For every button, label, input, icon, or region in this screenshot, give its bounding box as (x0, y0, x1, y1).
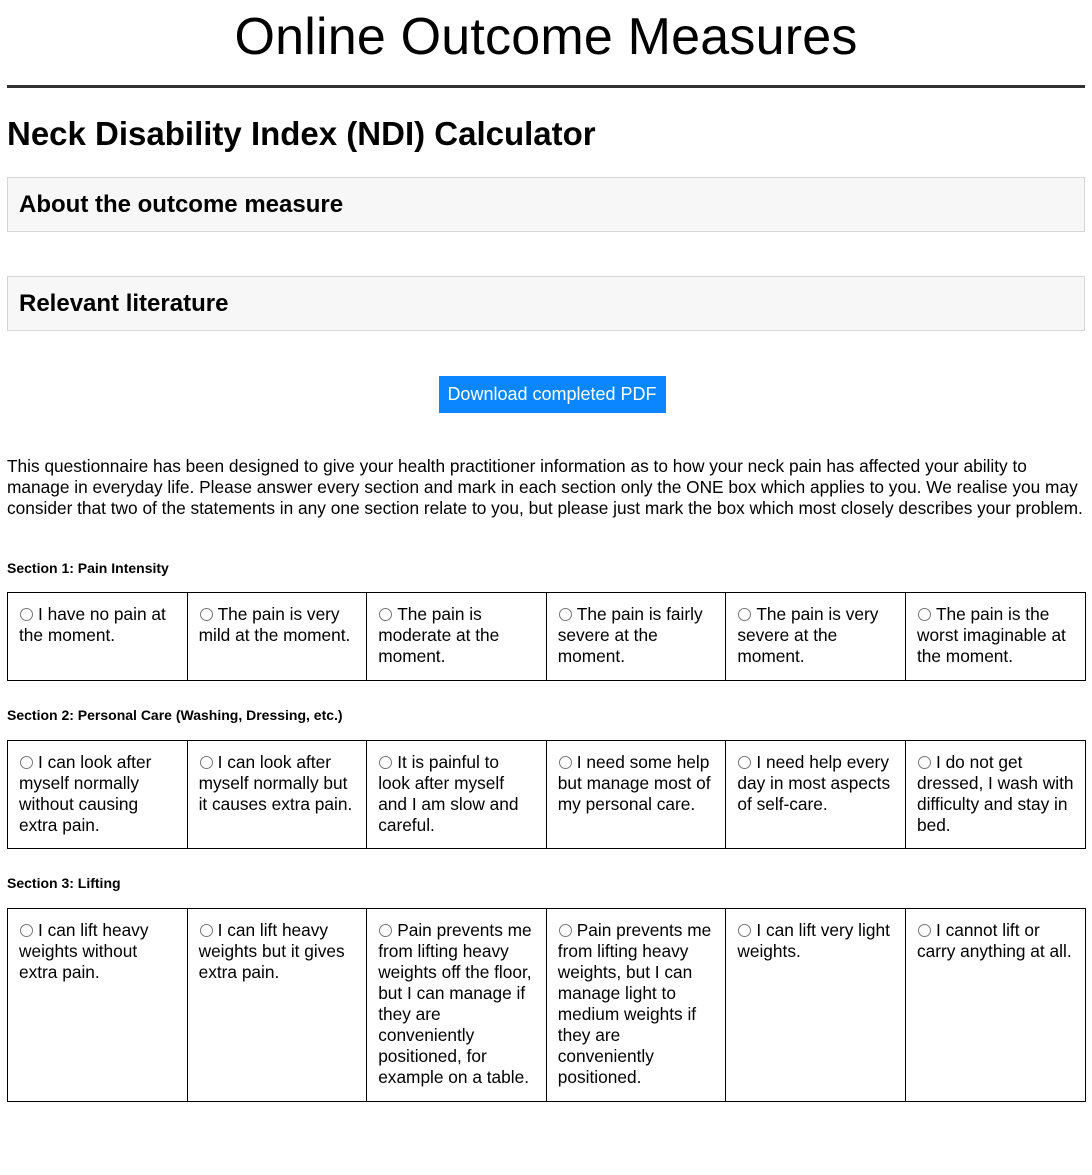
radio-button[interactable] (200, 608, 213, 621)
option-cell[interactable] (726, 741, 906, 849)
option-cell[interactable] (367, 741, 547, 849)
option-label: Pain prevents me from lifting heavy weights off the floor, but I can manage if they are conveniently positioned, for example on a table. (378, 920, 532, 1087)
radio-button[interactable] (738, 924, 751, 937)
section-2-label: Section 2: Personal Care (Washing, Dressing, etc.) (7, 707, 343, 723)
section-2-options (7, 740, 1086, 849)
relevant-literature-panel[interactable] (7, 276, 1085, 331)
option-cell[interactable] (8, 741, 188, 849)
options-row (8, 593, 1086, 681)
relevant-literature-heading: Relevant literature (19, 289, 229, 317)
option-cell[interactable] (187, 741, 367, 849)
radio-button[interactable] (738, 756, 751, 769)
option-label: It is painful to look after myself and I am slow and careful. (378, 752, 519, 835)
radio-button[interactable] (200, 756, 213, 769)
instructions-text: This questionnaire has been designed to give your health practitioner information as to how your neck pain has affected your ability to manage in everyday life. Please answer every section and mark in each section only the ONE box which applies to you. We realise you may consider that two of the statements in any one section relate to you, but please just mark the box which most closely describes your problem. (7, 456, 1083, 518)
option-cell[interactable] (546, 593, 726, 681)
option-cell[interactable] (905, 741, 1085, 849)
option-cell[interactable] (187, 909, 367, 1102)
download-pdf-button[interactable]: Download completed PDF (439, 376, 666, 413)
radio-button[interactable] (379, 924, 392, 937)
option-label: I have no pain at the moment. (19, 604, 166, 645)
radio-button[interactable] (20, 756, 33, 769)
option-label: I can lift heavy weights without extra pain. (19, 920, 149, 982)
radio-button[interactable] (918, 924, 931, 937)
radio-button[interactable] (200, 924, 213, 937)
option-cell[interactable] (367, 909, 547, 1102)
option-label: I can look after myself normally but it causes extra pain. (198, 752, 353, 814)
option-label: The pain is very severe at the moment. (737, 604, 879, 666)
site-title: Online Outcome Measures (234, 8, 858, 66)
section-3-label: Section 3: Lifting (7, 875, 121, 891)
radio-button[interactable] (559, 756, 572, 769)
download-area (7, 376, 1085, 413)
radio-button[interactable] (918, 756, 931, 769)
option-label: I can lift heavy weights but it gives extra pain. (198, 920, 345, 982)
option-cell[interactable] (546, 741, 726, 849)
radio-button[interactable] (20, 608, 33, 621)
option-cell[interactable] (905, 909, 1085, 1102)
option-label: I can lift very light weights. (737, 920, 890, 961)
radio-button[interactable] (379, 756, 392, 769)
option-cell[interactable] (8, 909, 188, 1102)
radio-button[interactable] (738, 608, 751, 621)
option-cell[interactable] (187, 593, 367, 681)
option-label: The pain is very mild at the moment. (198, 604, 351, 645)
section-1-options (7, 592, 1086, 681)
radio-button[interactable] (20, 924, 33, 937)
option-label: The pain is moderate at the moment. (378, 604, 500, 666)
radio-button[interactable] (918, 608, 931, 621)
option-label: I need some help but manage most of my personal care. (557, 752, 711, 814)
option-cell[interactable] (367, 593, 547, 681)
option-label: Pain prevents me from lifting heavy weights, but I can manage light to medium weights if they are conveniently positioned. (557, 920, 712, 1087)
section-3-options (7, 908, 1086, 1102)
option-cell[interactable] (8, 593, 188, 681)
option-cell[interactable] (905, 593, 1085, 681)
options-row (8, 741, 1086, 849)
option-cell[interactable] (546, 909, 726, 1102)
option-label: The pain is the worst imaginable at the moment. (916, 604, 1066, 666)
radio-button[interactable] (559, 924, 572, 937)
option-cell[interactable] (726, 593, 906, 681)
option-label: I can look after myself normally without causing extra pain. (19, 752, 152, 835)
option-cell[interactable] (726, 909, 906, 1102)
about-outcome-measure-panel[interactable] (7, 177, 1085, 232)
option-label: I need help every day in most aspects of self-care. (737, 752, 891, 814)
section-1-label: Section 1: Pain Intensity (7, 560, 169, 576)
calculator-title: Neck Disability Index (NDI) Calculator (7, 115, 596, 152)
option-label: The pain is fairly severe at the moment. (557, 604, 703, 666)
options-row (8, 909, 1086, 1102)
radio-button[interactable] (379, 608, 392, 621)
option-label: I do not get dressed, I wash with difficulty and stay in bed. (916, 752, 1074, 835)
radio-button[interactable] (559, 608, 572, 621)
title-divider (7, 85, 1085, 88)
about-outcome-measure-heading: About the outcome measure (19, 190, 344, 218)
option-label: I cannot lift or carry anything at all. (916, 920, 1072, 961)
